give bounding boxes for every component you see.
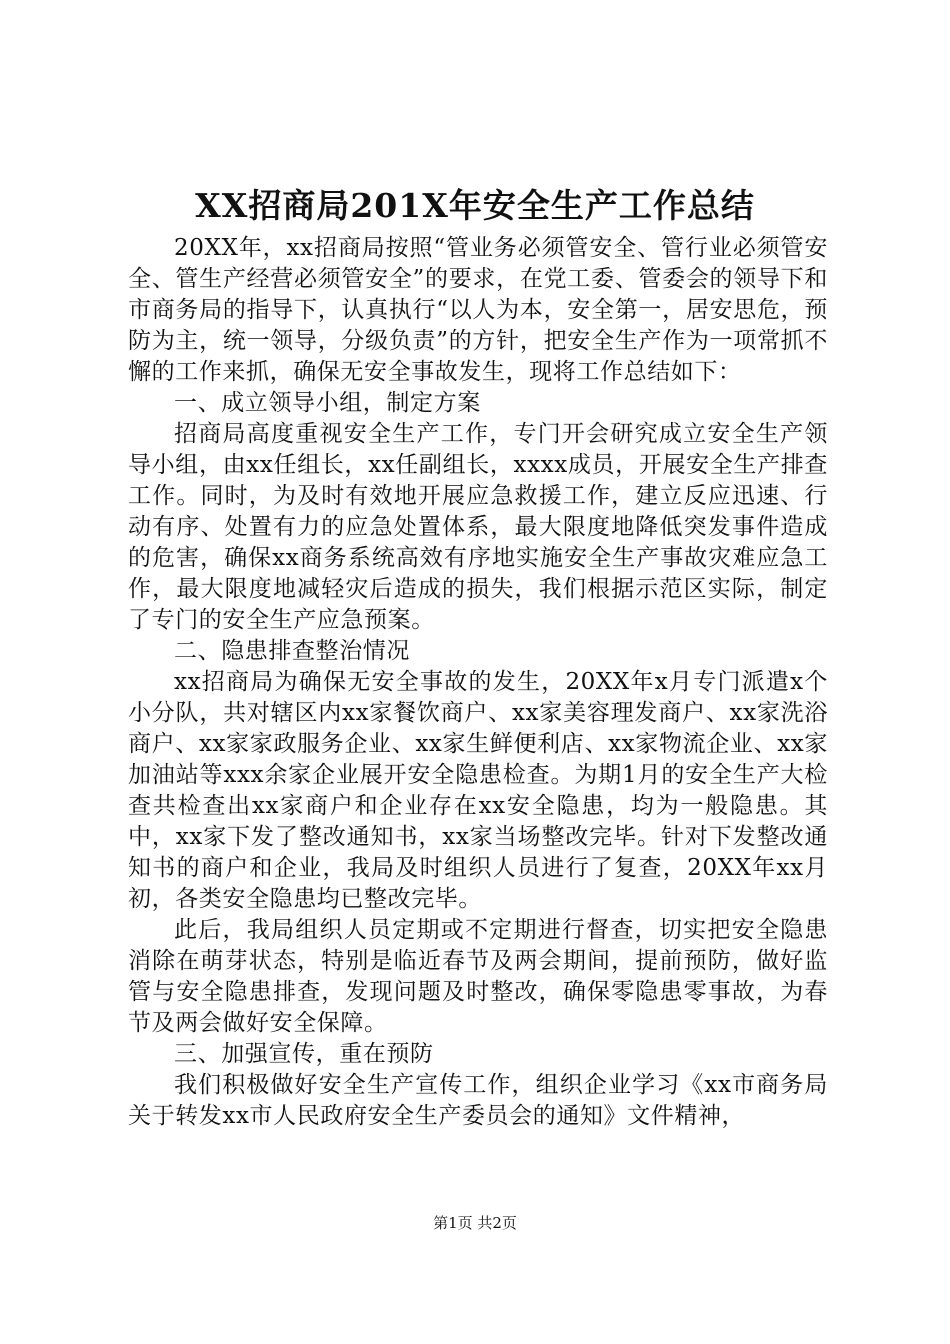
body-paragraph: 此后，我局组织人员定期或不定期进行督查，切实把安全隐患消除在萌芽状态，特别是临近春节及两会期间，提前预防，做好监管与安全隐患排查，发现问题及时整改，确保零隐患零事故，为春节及两会做好安全保障。 [128, 917, 828, 1036]
section-heading-3: 三、加强宣传，重在预防 [174, 1041, 434, 1067]
section-heading-2: 二、隐患排查整治情况 [174, 638, 410, 664]
section-heading-1: 一、成立领导小组，制定方案 [174, 390, 481, 416]
body-paragraph: 我们积极做好安全生产宣传工作，组织企业学习《xx市商务局关于转发xx市人民政府安全生产委员会的通知》文件精神， [128, 1072, 828, 1129]
body-paragraph: 招商局高度重视安全生产工作，专门开会研究成立安全生产领导小组，由xx任组长，xx任副组长，xxxx成员，开展安全生产排查工作。同时，为及时有效地开展应急救援工作，建立反应迅速、行动有序、处置有力的应急处置体系，最大限度地降低突发事件造成的危害，确保xx商务系统高效有序地实施安全生产事故灾难应急工作，最大限度地减轻灾后造成的损失，我们根据示范区实际，制定了专门的安全生产应急预案。 [128, 421, 828, 633]
intro-paragraph: 20XX年，xx招商局按照“管业务必须管安全、管行业必须管安全、管生产经营必须管安全”的要求，在党工委、管委会的领导下和市商务局的指导下，认真执行“以人为本，安全第一，居安思危，预防为主，统一领导，分级负责”的方针，把安全生产作为一项常抓不懈的工作来抓，确保无安全事故发生，现将工作总结如下： [128, 235, 828, 385]
document-body [128, 233, 828, 1132]
body-paragraph: xx招商局为确保无安全事故的发生，20XX年x月专门派遣x个小分队，共对辖区内xx家餐饮商户、xx家美容理发商户、xx家洗浴商户、xx家家政服务企业、xx家生鲜便利店、xx家物流企业、xx家加油站等xxx余家企业展开安全隐患检查。为期1月的安全生产大检查共检查出xx家商户和企业存在xx安全隐患，均为一般隐患。其中，xx家下发了整改通知书，xx家当场整改完毕。针对下发整改通知书的商户和企业，我局及时组织人员进行了复查，20XX年xx月初，各类安全隐患均已整改完毕。 [128, 669, 828, 912]
page-footer: 第1页 共2页 [433, 1214, 517, 1232]
document-title: XX招商局201X年安全生产工作总结 [195, 186, 755, 225]
